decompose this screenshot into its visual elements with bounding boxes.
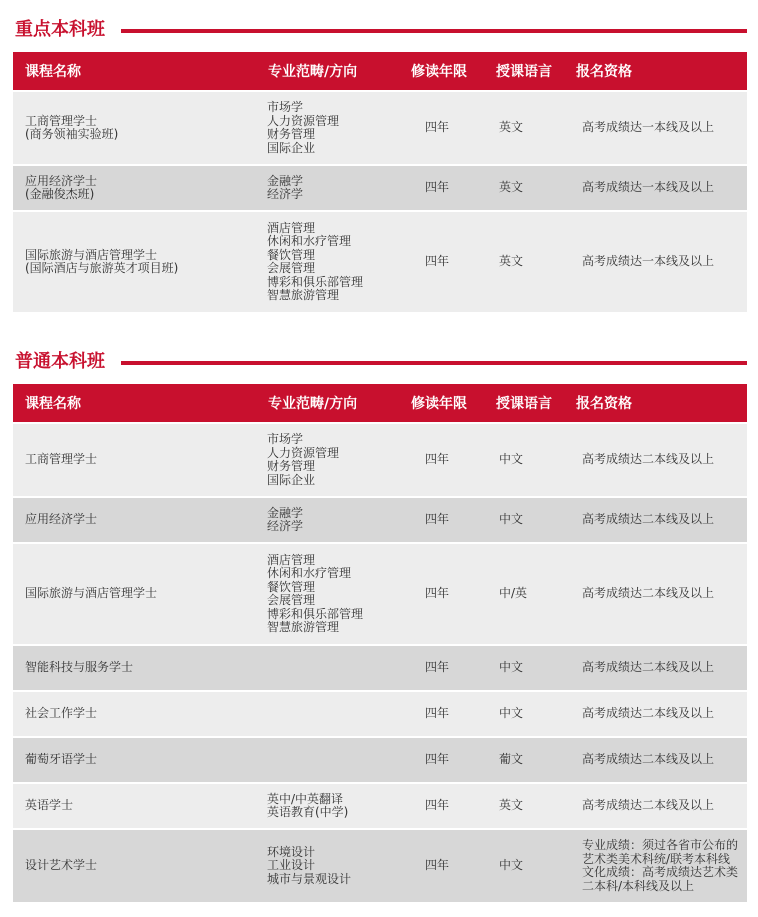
section-header [13, 348, 747, 378]
course-name-line: 英语学士 [25, 798, 74, 813]
major-item: 会展管理 [267, 593, 316, 607]
table-row [13, 830, 747, 902]
col-header-eligibility: 报名资格 [574, 52, 747, 90]
program-table [13, 52, 747, 312]
cell-course-name [13, 646, 255, 690]
cell-language: 中文 [489, 498, 574, 542]
cell-course-name [13, 692, 255, 736]
major-item: 国际企业 [267, 472, 316, 487]
cell-major [255, 92, 411, 164]
table-row [13, 92, 747, 164]
cell-major [255, 830, 411, 902]
cell-language: 中文 [489, 692, 574, 736]
eligibility-line: 高考成绩达二本线及以上 [582, 660, 715, 675]
major-item: 英中/中英翻译 [267, 791, 344, 806]
cell-major [255, 166, 411, 210]
eligibility-line: 高考成绩达二本线及以上 [582, 752, 715, 767]
major-item: 智慧旅游管理 [267, 620, 340, 634]
cell-course-name [13, 92, 255, 164]
course-name-line: (商务领袖实验班) [25, 127, 119, 141]
major-item: 休闲和水疗管理 [267, 234, 352, 248]
cell-years: 四年 [411, 92, 489, 164]
cell-eligibility [574, 692, 747, 736]
course-name-line: 国际旅游与酒店管理学士 [25, 586, 158, 601]
major-item: 博彩和俱乐部管理 [267, 274, 364, 289]
eligibility-line: 高考成绩达一本线及以上 [582, 180, 715, 195]
col-header-major: 专业范畴/方向 [255, 384, 411, 422]
cell-major [255, 646, 411, 690]
cell-language: 中文 [489, 424, 574, 496]
col-header-course: 课程名称 [13, 52, 255, 90]
table-row [13, 738, 747, 782]
eligibility-line: 高考成绩达一本线及以上 [582, 120, 715, 135]
cell-language: 中/英 [489, 544, 574, 644]
course-name-line: (国际酒店与旅游英才项目班) [25, 261, 179, 275]
eligibility-line: 高考成绩达二本线及以上 [582, 512, 715, 527]
cell-years: 四年 [411, 692, 489, 736]
eligibility-line: 高考成绩达二本线及以上 [582, 586, 715, 601]
major-item: 智慧旅游管理 [267, 288, 340, 302]
cell-major [255, 424, 411, 496]
cell-course-name [13, 498, 255, 542]
cell-years: 四年 [411, 212, 489, 312]
cell-years: 四年 [411, 424, 489, 496]
col-header-language: 授课语言 [489, 52, 574, 90]
section-header [13, 16, 747, 46]
cell-major [255, 692, 411, 736]
table-row [13, 166, 747, 210]
major-item: 国际企业 [267, 140, 316, 155]
table-row [13, 498, 747, 542]
col-header-language: 授课语言 [489, 384, 574, 422]
section-regular-undergrad [13, 348, 747, 902]
major-item: 休闲和水疗管理 [267, 566, 352, 580]
cell-eligibility [574, 212, 747, 312]
major-item: 餐饮管理 [267, 579, 316, 594]
cell-years: 四年 [411, 784, 489, 828]
cell-course-name [13, 738, 255, 782]
eligibility-line: 高考成绩达二本线及以上 [582, 798, 715, 813]
course-name-line: 葡萄牙语学士 [25, 752, 98, 767]
table-body [13, 422, 747, 902]
cell-years: 四年 [411, 830, 489, 902]
section-key-undergrad [13, 16, 747, 312]
section-divider [121, 29, 747, 33]
cell-eligibility [574, 738, 747, 782]
col-header-years: 修读年限 [411, 52, 489, 90]
course-name-line: (金融俊杰班) [25, 187, 95, 201]
cell-eligibility [574, 92, 747, 164]
cell-years: 四年 [411, 166, 489, 210]
col-header-course: 课程名称 [13, 384, 255, 422]
major-item: 博彩和俱乐部管理 [267, 606, 364, 621]
cell-years: 四年 [411, 498, 489, 542]
major-item: 经济学 [267, 519, 304, 533]
cell-eligibility [574, 784, 747, 828]
major-item: 英语教育(中学) [267, 805, 349, 819]
table-row [13, 692, 747, 736]
course-name-line: 国际旅游与酒店管理学士 [25, 247, 158, 262]
course-name-line: 设计艺术学士 [25, 858, 98, 873]
section-divider [121, 361, 747, 365]
cell-course-name [13, 830, 255, 902]
section-title: 重点本科班 [15, 18, 113, 42]
major-item: 金融学 [267, 505, 304, 520]
cell-eligibility [574, 830, 747, 902]
col-header-major: 专业范畴/方向 [255, 52, 411, 90]
section-title: 普通本科班 [15, 350, 113, 374]
course-name-line: 社会工作学士 [25, 706, 98, 721]
table-row [13, 646, 747, 690]
major-item: 市场学 [267, 432, 304, 446]
cell-years: 四年 [411, 646, 489, 690]
eligibility-line: 二本科/本科线及以上 [582, 878, 695, 893]
cell-eligibility [574, 498, 747, 542]
eligibility-line: 高考成绩达一本线及以上 [582, 254, 715, 269]
major-item: 人力资源管理 [267, 445, 340, 460]
cell-major [255, 212, 411, 312]
cell-years: 四年 [411, 738, 489, 782]
eligibility-line: 高考成绩达二本线及以上 [582, 706, 715, 721]
table-body [13, 90, 747, 312]
eligibility-line: 文化成绩：高考成绩达艺术类 [582, 865, 739, 879]
major-item: 财务管理 [267, 459, 316, 473]
cell-course-name [13, 424, 255, 496]
cell-course-name [13, 544, 255, 644]
table-header-row [13, 384, 747, 422]
cell-language: 英文 [489, 166, 574, 210]
cell-eligibility [574, 544, 747, 644]
cell-eligibility [574, 424, 747, 496]
eligibility-line: 艺术类美术科统/联考本科线 [582, 851, 731, 866]
eligibility-line: 专业成绩：须过各省市公布的 [582, 838, 739, 852]
course-name-line: 工商管理学士 [25, 452, 98, 467]
program-table [13, 384, 747, 902]
cell-course-name [13, 166, 255, 210]
cell-major [255, 498, 411, 542]
cell-course-name [13, 784, 255, 828]
cell-course-name [13, 212, 255, 312]
eligibility-line: 高考成绩达二本线及以上 [582, 452, 715, 467]
col-header-eligibility: 报名资格 [574, 384, 747, 422]
cell-language: 葡文 [489, 738, 574, 782]
course-name-line: 应用经济学士 [25, 173, 98, 188]
col-header-years: 修读年限 [411, 384, 489, 422]
cell-eligibility [574, 166, 747, 210]
major-item: 酒店管理 [267, 552, 316, 567]
table-header-row [13, 52, 747, 90]
cell-eligibility [574, 646, 747, 690]
cell-language: 英文 [489, 92, 574, 164]
table-row [13, 424, 747, 496]
course-name-line: 应用经济学士 [25, 512, 98, 527]
major-item: 酒店管理 [267, 220, 316, 235]
major-item: 财务管理 [267, 127, 316, 141]
cell-years: 四年 [411, 544, 489, 644]
table-row [13, 784, 747, 828]
major-item: 工业设计 [267, 858, 316, 873]
cell-major [255, 544, 411, 644]
major-item: 人力资源管理 [267, 113, 340, 128]
cell-language: 英文 [489, 212, 574, 312]
major-item: 城市与景观设计 [267, 871, 352, 886]
major-item: 环境设计 [267, 844, 316, 859]
major-item: 金融学 [267, 173, 304, 188]
cell-major [255, 738, 411, 782]
course-name-line: 工商管理学士 [25, 113, 98, 128]
table-row [13, 544, 747, 644]
cell-language: 中文 [489, 830, 574, 902]
course-name-line: 智能科技与服务学士 [25, 660, 134, 675]
cell-language: 中文 [489, 646, 574, 690]
cell-language: 英文 [489, 784, 574, 828]
major-item: 经济学 [267, 187, 304, 201]
major-item: 餐饮管理 [267, 247, 316, 262]
cell-major [255, 784, 411, 828]
major-item: 会展管理 [267, 261, 316, 275]
table-row [13, 212, 747, 312]
major-item: 市场学 [267, 100, 304, 114]
